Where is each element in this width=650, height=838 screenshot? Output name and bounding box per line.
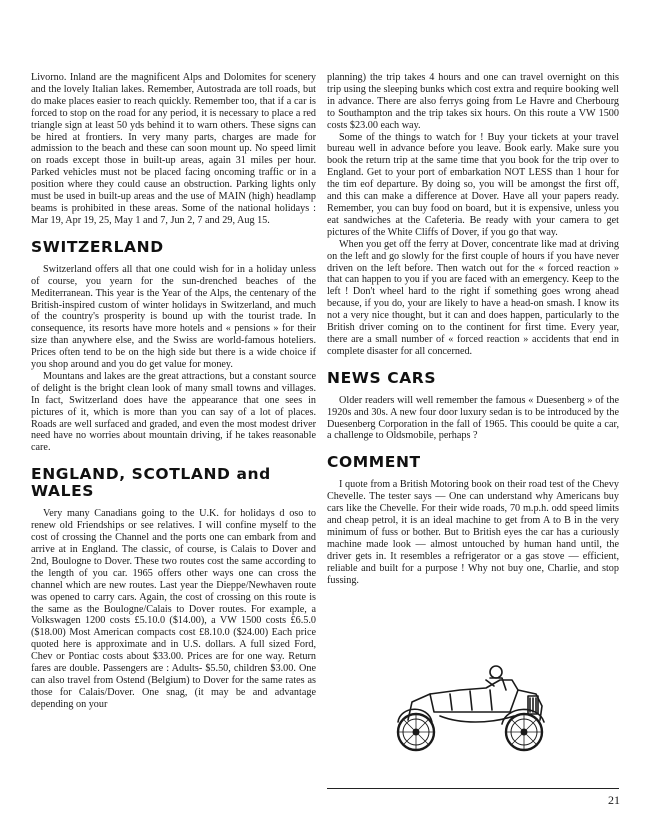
england-continued-paragraph-3: When you get off the ferry at Dover, concentrate like mad at driving on the left and go slowly for the first couple of hours if you have never driven on the left before. Then watch out for the « forced reaction » that can happen to you if you are faced with an emergency. Keep to the left ! Don't wheel hard to the right if something goes wrong ahead because, if you do, your are likely to have a head-on smash. I know its not a very nice thought, but it can and does happen, particularly to the British driver coming on to the continent for first time. Every year, there are a small number of « forced reaction » accidents that end in complete disaster for all concerned. [327,238,619,357]
comment-heading: COMMENT [327,453,421,472]
england-heading-part-1: ENGLAND, SCOTLAND [31,465,237,484]
switzerland-paragraph-1: Switzerland offers all that one could wish for in a holiday unless of course, you yearn for the sun-drenched beaches of the Mediterranean. This year is the Year of the Alps, the centenary of the British-inspired custom of winter holidays in Switzerland, and much of the country's prosperity is bound up with the tourist trade. In consequence, its resorts have more hotels and « pensions » for their size than anywhere else, and the Swiss are world-famous hoteliers. Prices often tend to be on the high side but there is a wide choice if you shop around and you do get value for money. [31,263,316,371]
england-heading-part-3: WALES [31,482,95,501]
vintage-racing-car-icon [390,650,550,760]
footer-rule [327,788,619,789]
england-continued-paragraph-1: planning) the trip takes 4 hours and one can travel overnight on this trip using the sleeping bunks which cost extra and require booking well in advance. There are also ferrys going from Le Havre and Cherbourg to Southampton and the trip takes six hours. On this route a VW 1500 costs $23.00 each way. [327,72,619,131]
england-paragraph-1: Very many Canadians going to the U.K. for holidays d oso to renew old Friendships or see relatives. I will confine myself to the cost of crossing the Channel and the ports one can embark from and arrive at in England. The classic, of course, is Calais to Dover and 2nd, Boulogne to Dover. These two routes cost the same according to the length of you car. 1965 offers other ways one can cross the channel which are new routes. Last year the Dieppe/Newhaven route was opened to carry cars. Again, the cost of crossing on this route is the same as the Boulogne/Calais to Dover routes. For example, a Volkswagen 1200 costs £5.10.0 ($14.00), a VW 1500 costs £6.5.0 ($18.00) Most American compacts cost £8.10.0 ($24.00) Each price quoted here is approximate and in U.S. dollars. A full sized Ford, Chev or Pontiac costs about $33.00. Prices are for one way. Return fares are double. Passengers are : Adults- $5.50, children $3.00. One can also travel from Ostend (Belgium) to Dover for the same rates as those for Calais/Dover. One snag, (it may be and advantage depending on your [31,508,316,710]
news-cars-paragraph: Older readers will well remember the famous « Duesenberg » of the 1920s and 30s. A new four door luxury sedan is to be introduced by the Duesenberg Corporation in the fall of 1965. This coould be quite a car, a challenge to Oldsmobile, perhaps ? [327,394,619,442]
right-column [327,72,619,587]
england-scotland-wales-heading [31,466,316,500]
england-continued-paragraph-2: Some of the things to watch for ! Buy your tickets at your travel bureau well in advance before you leave. Book early. Make sure you book the return trip at the same time that you book for the trip over to England. Get to your port of embarkation NOT LESS than 1 hour for the tim eof departure. By doing so, you will be amongst the first off, and this can make a difference at Dover. Have all your papers ready. Remember, you can buy food on board, but it is expensive, unless you eat sandwiches at the Cafeteria. Be ready with your camera to get pictures of the White Cliffs of Dover, if you go that way. [327,131,619,238]
england-heading-part-2: and [236,465,271,484]
switzerland-heading: SWITZERLAND [31,237,164,256]
left-column [31,72,316,711]
news-cars-heading: NEWS CARS [327,368,437,387]
comment-paragraph: I quote from a British Motoring book on their road test of the Chevy Chevelle. The tester says — One can understand why Americans buy cars like the Chevelle. For their wide roads, 70 m.p.h. odd speed limits and cheap petrol, it is an ideal machine to get from A to B in the very minimum of fuss or bother. But to British eyes the car has a curiously machine made look — almost untouched by human hand until, the driver gets in. It resembles a refrigerator or a gas stove — efficient, reliable and built for a purpose ! Why not buy one, Charlie, and stop fussing. [327,479,619,586]
italy-continued-paragraph: Livorno. Inland are the magnificent Alps and Dolomites for scenery and the lovely Italian lakes. Remember, Autostrada are toll roads, but do make places easier to reach quickly. Remember too, that if a car is forced to stop on the road for any period, it is necessary to place a red triangle sign at least 50 yds behind it to warn others. These signs can be hired at frontiers. In very many parts, charges are made for admission to the beach and these can soon mount up. No speed limit on roads except those in built-up areas, again 31 miles per hour. Parked vehicles must not be placed facing oncoming traffic or in a position where they could cause an obstruction. Parking lights only must be used in built-up areas and the use of MAIN (high) headlamp beams is prohibited in these areas. Some of the national holidays : Mar 19, Apr 19, 25, May 1 and 7, Jun 2, 7 and 29, Aug 15. [31,72,316,226]
page-number: 21 [608,793,620,807]
switzerland-paragraph-2: Mountans and lakes are the great attractions, but a constant source of delight is the bright clean look of many small towns and villages. In fact, Switzerland does have the appearance that one sees in pictures of it, which is more than you can say of a lot of places. Roads are well surfaced and graded, and even the most modest driver need have no worries about mountain driving, if he takes reasonable care. [31,370,316,454]
